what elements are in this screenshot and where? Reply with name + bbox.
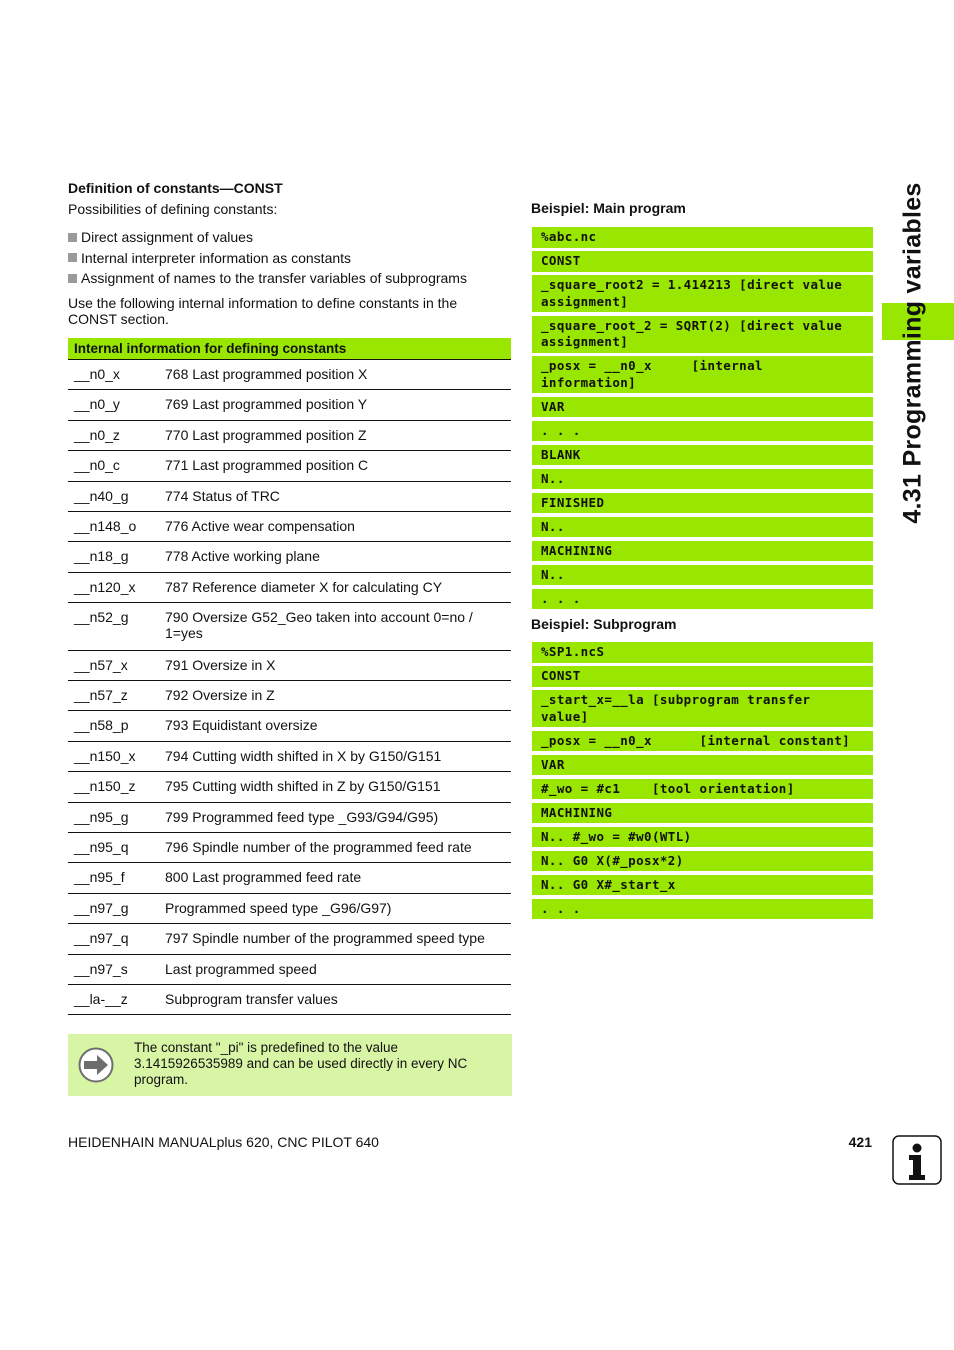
constant-description-cell: 794 Cutting width shifted in X by G150/G151 [165,741,511,771]
table-row [68,650,511,680]
constant-description-cell: 797 Spindle number of the programmed speed type [165,924,511,954]
constant-description-cell: 793 Equidistant oversize [165,711,511,741]
code-line: . . . [532,899,873,920]
constant-description-cell: Programmed speed type _G96/G97) [165,893,511,923]
bullet-list [68,227,467,289]
code-line: _square_root2 = 1.414213 [direct value assignment] [532,275,873,312]
constant-description-cell: 771 Last programmed position C [165,451,511,481]
constant-description-cell: 770 Last programmed position Z [165,420,511,450]
bullet-square-icon [68,233,77,242]
constant-name-cell: __n150_x [68,741,165,771]
constant-name-cell: __n148_o [68,511,165,541]
code-line: _posx = __n0_x [internal constant] [532,731,873,752]
subprogram-code [532,642,873,923]
constant-name-cell: __la-__z [68,984,165,1014]
code-line: _posx = __n0_x [internal information] [532,356,873,393]
table-row [68,954,511,984]
code-line: N.. G0 X#_start_x [532,875,873,896]
table-row [68,481,511,511]
table-row [68,741,511,771]
code-line: N.. #_wo = #w0(WTL) [532,827,873,848]
constant-name-cell: __n97_s [68,954,165,984]
table-row [68,893,511,923]
constant-name-cell: __n95_f [68,863,165,893]
code-line: CONST [532,666,873,687]
constant-description-cell: Subprogram transfer values [165,984,511,1014]
info-icon [892,1135,942,1185]
code-line: VAR [532,397,873,418]
constant-name-cell: __n97_g [68,893,165,923]
bullet-square-icon [68,253,77,262]
table-row [68,863,511,893]
constant-name-cell: __n57_z [68,681,165,711]
note-box [68,1034,512,1096]
table-row [68,511,511,541]
code-line: FINISHED [532,493,873,514]
list-item: Direct assignment of values [68,227,467,248]
footer-text: HEIDENHAIN MANUALplus 620, CNC PILOT 640 [68,1134,379,1150]
constant-description-cell: 795 Cutting width shifted in Z by G150/G151 [165,772,511,802]
table-row [68,711,511,741]
code-line: N.. [532,517,873,538]
constant-description-cell: Last programmed speed [165,954,511,984]
constant-name-cell: __n57_x [68,650,165,680]
table-row [68,924,511,954]
table-header: Internal information for defining constants [68,338,511,360]
chapter-side-title: 4.31 Programming variables [898,181,927,524]
constant-name-cell: __n18_g [68,542,165,572]
table-row [68,603,511,651]
table-row [68,360,511,390]
code-line: #_wo = #c1 [tool orientation] [532,779,873,800]
table-row [68,984,511,1014]
code-line: N.. [532,565,873,586]
constant-name-cell: __n150_z [68,772,165,802]
list-item: Internal interpreter information as constants [68,248,467,269]
main-program-heading: Beispiel: Main program [531,200,686,216]
usage-text: Use the following internal information to define constants in the CONST section. [68,295,458,327]
table-header-row [68,338,511,360]
constant-name-cell: __n95_g [68,802,165,832]
constant-description-cell: 800 Last programmed feed rate [165,863,511,893]
table-row [68,681,511,711]
table-row [68,802,511,832]
constant-name-cell: __n95_q [68,832,165,862]
bullet-square-icon [68,274,77,283]
constant-description-cell: 792 Oversize in Z [165,681,511,711]
table-row [68,572,511,602]
constant-description-cell: 776 Active wear compensation [165,511,511,541]
code-line: VAR [532,755,873,776]
code-line: CONST [532,251,873,272]
code-line: . . . [532,589,873,610]
constant-name-cell: __n52_g [68,603,165,651]
code-line: N.. [532,469,873,490]
constant-description-cell: 768 Last programmed position X [165,360,511,390]
code-line: BLANK [532,445,873,466]
constant-name-cell: __n0_y [68,390,165,420]
code-line: %abc.nc [532,227,873,248]
constant-description-cell: 774 Status of TRC [165,481,511,511]
main-program-code [532,227,873,613]
code-line: _square_root_2 = SQRT(2) [direct value assignment] [532,316,873,353]
constant-description-cell: 791 Oversize in X [165,650,511,680]
list-item: Assignment of names to the transfer variables of subprograms [68,268,467,289]
note-text: The constant "_pi" is predefined to the value 3.1415926535989 and can be used directly in every NC program. [134,1040,468,1087]
code-line: MACHINING [532,803,873,824]
constant-name-cell: __n0_c [68,451,165,481]
code-line: N.. G0 X(#_posx*2) [532,851,873,872]
constant-description-cell: 769 Last programmed position Y [165,390,511,420]
table-row [68,390,511,420]
page-number: 421 [848,1134,872,1150]
constants-table [68,338,511,1015]
constant-name-cell: __n40_g [68,481,165,511]
constant-description-cell: 787 Reference diameter X for calculating CY [165,572,511,602]
code-line: %SP1.ncS [532,642,873,663]
intro-text: Possibilities of defining constants: [68,201,278,217]
constant-name-cell: __n0_x [68,360,165,390]
constant-name-cell: __n0_z [68,420,165,450]
section-title: Definition of constants—CONST [68,180,283,196]
constant-description-cell: 790 Oversize G52_Geo taken into account 0=no / 1=yes [165,603,511,651]
table-row [68,772,511,802]
code-line: MACHINING [532,541,873,562]
side-title-container [893,180,933,525]
code-line: _start_x=__la [subprogram transfer value] [532,690,873,727]
constant-name-cell: __n120_x [68,572,165,602]
subprogram-heading: Beispiel: Subprogram [531,616,677,632]
constant-description-cell: 799 Programmed feed type _G93/G94/G95) [165,802,511,832]
table-row [68,542,511,572]
table-row [68,420,511,450]
constant-name-cell: __n97_q [68,924,165,954]
arrow-right-icon [78,1047,114,1083]
constant-description-cell: 778 Active working plane [165,542,511,572]
table-row [68,832,511,862]
table-row [68,451,511,481]
constant-description-cell: 796 Spindle number of the programmed feed rate [165,832,511,862]
constant-name-cell: __n58_p [68,711,165,741]
code-line: . . . [532,421,873,442]
